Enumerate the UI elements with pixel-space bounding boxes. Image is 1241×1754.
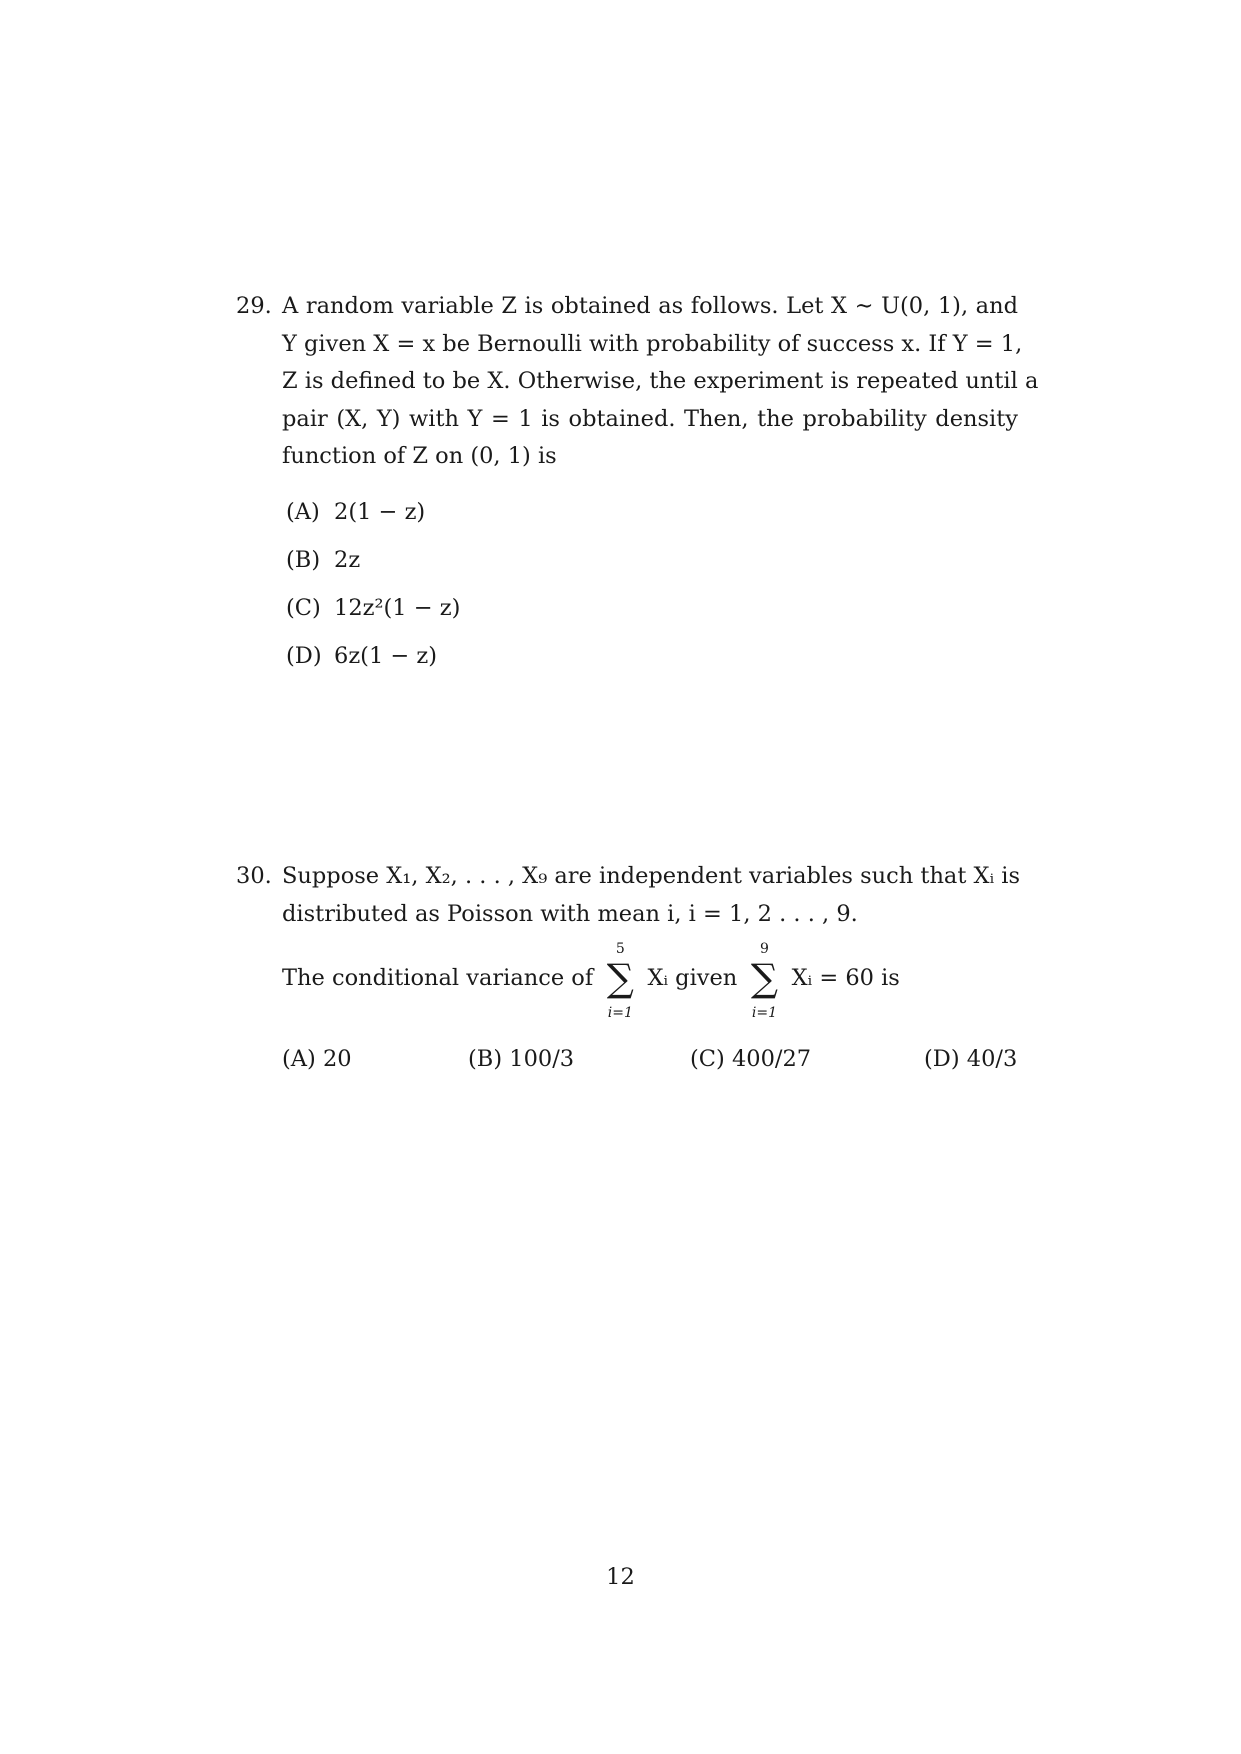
option-label: (C) xyxy=(286,594,321,621)
answer-option-a[interactable] xyxy=(282,1046,352,1072)
option-text: 40/3 xyxy=(966,1046,1018,1072)
sum-prefix: The conditional variance of xyxy=(282,965,594,991)
sigma-icon: ∑ xyxy=(750,956,779,1000)
option-text: 12z²(1 − z) xyxy=(334,594,461,621)
question-line: function of Z on (0, 1) is xyxy=(282,443,557,469)
option-label: (B) xyxy=(286,546,321,573)
page-number: 12 xyxy=(606,1564,635,1590)
option-text: 6z(1 − z) xyxy=(334,642,438,669)
answer-option-d[interactable] xyxy=(924,1046,1017,1072)
option-text: 400/27 xyxy=(731,1046,812,1072)
option-label: (C) xyxy=(690,1046,725,1072)
question-line: pair (X, Y) with Y = 1 is obtained. Then, the probability density xyxy=(282,405,1018,432)
answer-option-b[interactable] xyxy=(468,1046,574,1072)
question-number: 29. xyxy=(236,293,272,319)
question-line: Y given X = x be Bernoulli with probability of success x. If Y = 1, xyxy=(282,330,1023,357)
option-text: 2(1 − z) xyxy=(334,498,426,525)
answer-option-c[interactable] xyxy=(690,1046,811,1072)
question-text xyxy=(282,288,1039,476)
option-label: (A) xyxy=(286,498,320,525)
sigma-icon: ∑ xyxy=(606,956,634,1000)
option-label: (B) xyxy=(468,1046,503,1072)
question-30 xyxy=(236,858,1020,1021)
question-line: distributed as Poisson with mean i, i = 1, 2 . . . , 9. xyxy=(282,900,858,927)
answer-option-b[interactable] xyxy=(286,536,1018,584)
question-number: 30. xyxy=(236,863,272,889)
answer-option-c[interactable] xyxy=(286,584,1018,632)
question-line-sum xyxy=(282,941,1018,1021)
summation-symbol xyxy=(746,941,782,1021)
option-label: (D) xyxy=(286,642,322,669)
answer-option-d[interactable] xyxy=(286,632,1018,680)
sum-lower-limit: i=1 xyxy=(751,1005,778,1021)
question-line: A random variable Z is obtained as follows. Let X ∼ U(0, 1), and xyxy=(282,293,1018,319)
option-label: (D) xyxy=(924,1046,960,1072)
summation-symbol xyxy=(602,941,638,1021)
sum-upper-limit: 5 xyxy=(615,941,625,957)
question-line: Suppose X₁, X₂, . . . , X₉ are independent variables such that Xᵢ is xyxy=(282,863,1020,889)
sum-lower-limit: i=1 xyxy=(607,1005,633,1021)
sum-mid: Xᵢ given xyxy=(647,965,738,991)
option-text: 2z xyxy=(334,546,361,573)
question-line: Z is defined to be X. Otherwise, the experiment is repeated until a xyxy=(282,368,1039,394)
question-text xyxy=(282,858,1020,1021)
option-text: 100/3 xyxy=(509,1046,575,1072)
option-text: 20 xyxy=(322,1046,352,1072)
question-29 xyxy=(236,288,1039,680)
sum-suffix: Xᵢ = 60 is xyxy=(791,965,900,991)
answer-options xyxy=(286,488,1018,680)
answer-option-a[interactable] xyxy=(286,488,1018,536)
option-label: (A) xyxy=(282,1046,316,1072)
sum-upper-limit: 9 xyxy=(760,941,769,957)
